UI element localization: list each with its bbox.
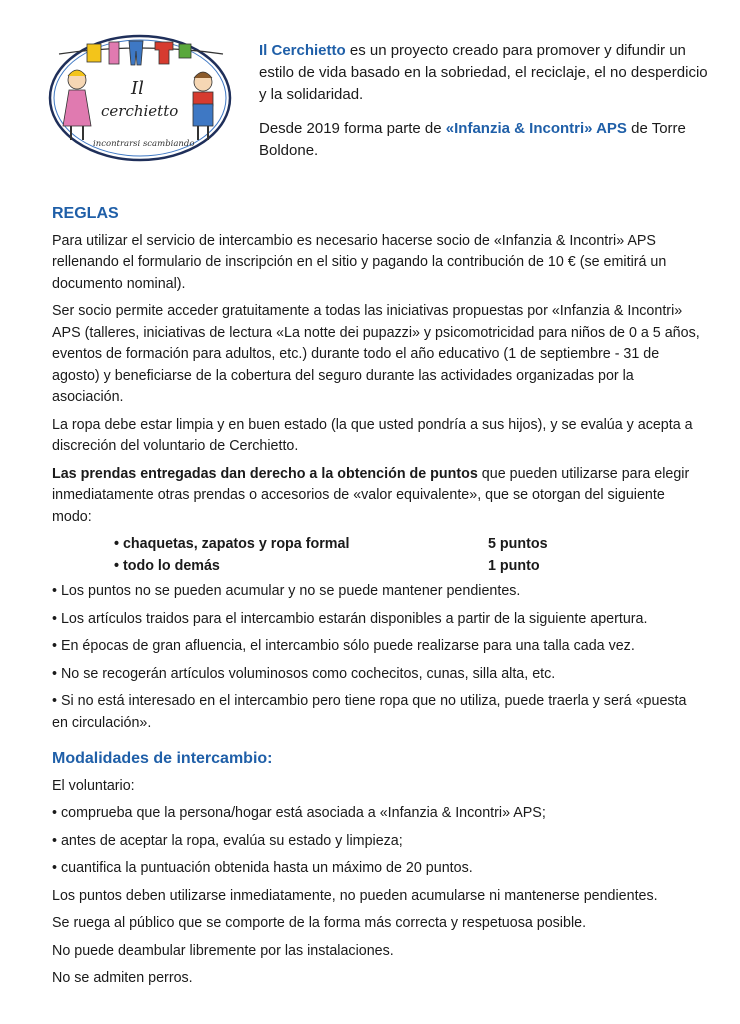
- points-item: • todo lo demás: [114, 557, 220, 574]
- volunteer-bullet: • antes de aceptar la ropa, evalúa su estado y limpieza;: [52, 832, 403, 849]
- points-row: [52, 556, 702, 578]
- rule-bullet: • No se recogerán artículos voluminosos como cochecitos, cunas, silla alta, etc.: [52, 665, 556, 682]
- logo-tagline: incontrarsi scambiando: [93, 139, 195, 149]
- intro-text-2-pre: Desde 2019 forma parte de: [259, 120, 446, 137]
- behavior-line-1: Se ruega al público que se comporte de la forma más correcta y respetuosa posible.: [52, 915, 587, 931]
- intro-paragraph-1: [259, 40, 719, 106]
- points-value: 1 punto: [488, 557, 540, 574]
- modalidades-paragraph-1: Los puntos deben utilizarse inmediatamente, no pueden acumularse ni mantenerse pendientes.: [52, 887, 658, 904]
- volunteer-intro: El voluntario:: [52, 777, 135, 794]
- organization-name: «Infanzia & Incontri» APS: [445, 120, 627, 137]
- points-table: [52, 534, 702, 577]
- reglas-paragraph-1: Para utilizar el servicio de intercambio es necesario hacerse socio de «Infanzia & Incontri» APS rellenando el formulario de inscripción en el sitio y pagando la contribución de 10 € (se emitirá un documento nominal).: [52, 232, 667, 292]
- logo-title-line2: cerchietto: [101, 102, 179, 120]
- volunteer-bullet: • comprueba que la persona/hogar está asociada a «Infanzia & Incontri» APS;: [52, 805, 546, 821]
- rule-bullet: • Los puntos no se pueden acumular y no se puede mantener pendientes.: [52, 583, 521, 599]
- points-bold-text: Las prendas entregadas dan derecho a la obtención de puntos: [52, 465, 478, 482]
- modalidades-heading: Modalidades de intercambio:: [52, 750, 273, 767]
- logo-title-line1: Il: [131, 78, 144, 99]
- logo-illustration: [47, 32, 233, 162]
- points-rest-text: que pueden utilizarse para elegir inmediatamente otras prendas o accesorios de «valor equivalente», que se otorgan del siguiente modo:: [52, 465, 690, 525]
- intro-text-1: es un proyecto creado para promover y difundir un estilo de vida basado en la sobriedad, el reciclaje, el no desperdicio y la solidaridad.: [259, 42, 708, 103]
- project-name: Il Cerchietto: [259, 42, 346, 59]
- intro-paragraph-2: [259, 118, 719, 162]
- no-dogs-notice: No se admiten perros.: [52, 970, 193, 986]
- rule-bullet: • En épocas de gran afluencia, el intercambio sólo puede realizarse para una talla cada vez.: [52, 638, 635, 654]
- behavior-line-2: No puede deambular libremente por las instalaciones.: [52, 942, 394, 959]
- reglas-paragraph-3: La ropa debe estar limpia y en buen estado (la que usted pondría a sus hijos), y se evalúa y acepta a discreción del voluntario de Cerchietto.: [52, 416, 693, 454]
- points-item: • chaquetas, zapatos y ropa formal: [114, 536, 350, 552]
- points-row: [52, 534, 702, 556]
- reglas-paragraph-2: Ser socio permite acceder gratuitamente a todas las iniciativas propuestas por «Infanzia & Incontri» APS (talleres, iniciativas de lectura «La notte dei pupazzi» y psicomotricidad para niños de 0 a 5 años, eventos de formación para adultos, etc.) durante todo el año educativo (1 de septiembre - 31 de agosto) y beneficiarse de la cobertura del seguro durante las actividades organizadas por la asociación.: [52, 303, 700, 405]
- reglas-heading: REGLAS: [52, 205, 119, 222]
- main-content: [52, 203, 702, 996]
- volunteer-bullet: • cuantifica la puntuación obtenida hasta un máximo de 20 puntos.: [52, 860, 473, 876]
- logo: [47, 32, 233, 162]
- rule-bullet: • Los artículos traidos para el intercambio estarán disponibles a partir de la siguiente apertura.: [52, 610, 648, 627]
- points-value: 5 puntos: [488, 536, 548, 552]
- intro-section: [259, 40, 719, 174]
- reglas-paragraph-4: [52, 464, 702, 529]
- rule-bullet: • Si no está interesado en el intercambio pero tiene ropa que no utiliza, puede traerla y será «puesta en circulación».: [52, 693, 687, 731]
- intro-text-2-post: de Torre Boldone.: [259, 120, 686, 159]
